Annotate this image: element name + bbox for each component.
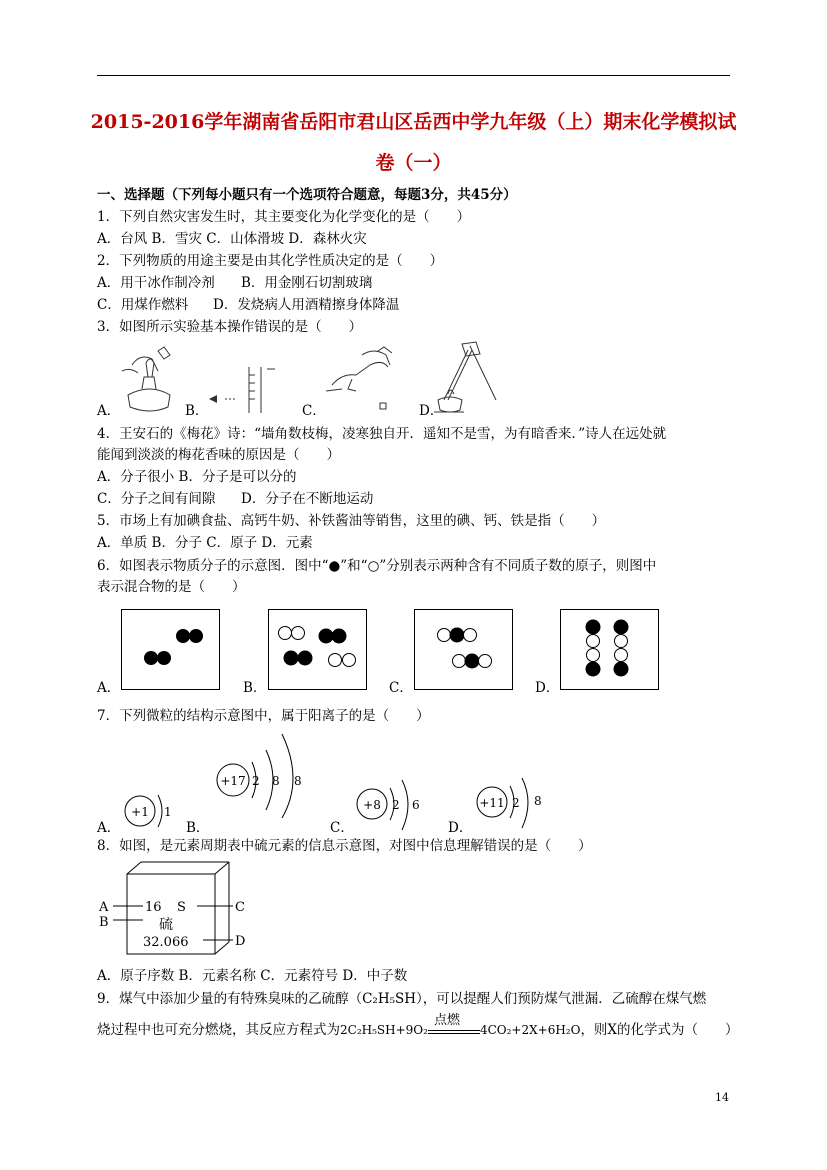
q3-stem: 3．如图所示实验基本操作错误的是（ ） — [97, 319, 363, 335]
q8-atomic-mass: 32.066 — [143, 935, 189, 950]
q9-stem-suffix: ，则X的化学式为（ ） — [580, 1022, 739, 1038]
q3-figure-b-measuring-icon — [205, 365, 280, 415]
q3-figure-c-dropper-icon — [322, 345, 402, 415]
q6-label-a: A． — [97, 680, 121, 696]
q7-atom-b-shell2: 8 — [272, 774, 280, 788]
q7-atom-b-nucleus: +17 — [220, 774, 246, 788]
q9-equation-left: 2C₂H₅SH+9O₂ — [340, 1023, 428, 1037]
q9-stem-line2 — [97, 1012, 739, 1039]
q7-atom-a — [120, 785, 180, 845]
q6-stem-line1: 6．如图表示物质分子的示意图．图中“●”和“○”分别表示两种含有不同质子数的原子，则图中 — [97, 558, 657, 574]
q8-pointer-a: A — [99, 900, 109, 915]
q5-options: A．单质 B．分子 C．原子 D．元素 — [97, 535, 313, 551]
q9-stem-prefix: 烧过程中也可充分燃烧，其反应方程式为 — [97, 1022, 340, 1038]
q6-stem-line2: 表示混合物的是（ ） — [97, 579, 246, 595]
q6-box-d — [560, 609, 659, 690]
q3-label-a: A． — [97, 403, 121, 419]
q6-box-a — [121, 609, 220, 690]
q7-label-b: B． — [186, 820, 210, 836]
q5-stem: 5．市场上有加碘食盐、高钙牛奶、补铁酱油等销售，这里的碘、钙、铁是指（ ） — [97, 513, 606, 529]
page-number: 14 — [715, 1091, 729, 1104]
q9-reaction-condition: 点燃 — [433, 1012, 460, 1028]
q6-molecules-a — [122, 610, 219, 689]
q2-option-b: B．用金刚石切割玻璃 — [241, 275, 373, 291]
q7-atom-d — [472, 778, 552, 838]
q8-stem: 8．如图，是元素周期表中硫元素的信息示意图，对图中信息理解错误的是（ ） — [97, 838, 592, 854]
q8-pointer-c: C — [235, 900, 245, 915]
q6-label-d: D． — [535, 680, 560, 696]
q8-element-cell — [97, 860, 257, 960]
q2-option-a: A．用干冰作制冷剂 — [97, 275, 215, 291]
q6-molecules-c — [415, 610, 512, 689]
q8-atomic-number: 16 — [145, 900, 162, 915]
header-rule — [97, 75, 730, 76]
q6-molecules-b — [269, 610, 366, 689]
section-heading: 一、选择题（下列每小题只有一个选项符合题意，每题3分，共45分） — [97, 187, 517, 203]
q4-stem-line2: 能闻到淡淡的梅花香味的原因是（ ） — [97, 447, 340, 463]
q2-option-c: C．用煤作燃料 — [97, 297, 189, 313]
q6-molecules-d — [561, 610, 658, 689]
q7-atom-d-shell1: 2 — [512, 796, 520, 810]
q8-element-name: 硫 — [159, 917, 173, 933]
q9-reaction-arrow — [428, 1012, 480, 1038]
q6-box-c — [414, 609, 513, 690]
q7-atom-b-shell1: 2 — [252, 774, 260, 788]
q9-stem-line1: 9．煤气中添加少量的有特殊臭味的乙硫醇（C₂H₅SH），可以提醒人们预防煤气泄漏．乙硫醇在煤气燃 — [97, 991, 707, 1007]
q4-stem-line1: 4．王安石的《梅花》诗：“墙角数枝梅，凌寒独自开．遥知不是雪，为有暗香来．”诗人在远处就 — [97, 426, 667, 442]
page-title-line2: 卷（一） — [375, 152, 452, 174]
q8-pointer-b: B — [99, 915, 109, 930]
q3-label-d: D． — [419, 403, 444, 419]
q7-atom-b-shell3: 8 — [294, 774, 302, 788]
q7-label-a: A． — [97, 820, 121, 836]
q2-stem: 2．下列物质的用途主要是由其化学性质决定的是（ ） — [97, 253, 444, 269]
q9-equation-right: 4CO₂+2X+6H₂O — [479, 1023, 581, 1037]
q3-label-b: B． — [185, 403, 209, 419]
q1-stem: 1．下列自然灾害发生时，其主要变化为化学变化的是（ ） — [97, 209, 471, 225]
q7-atom-b — [212, 728, 312, 818]
q4-option-d: D．分子在不断地运动 — [241, 491, 374, 507]
q6-label-c: C． — [389, 680, 413, 696]
q4-option-c: C．分子之间有间隙 — [97, 491, 216, 507]
q7-atom-d-shell2: 8 — [534, 794, 542, 808]
q8-element-symbol: S — [177, 900, 186, 915]
q6-label-b: B． — [243, 680, 267, 696]
q2-option-d: D．发烧病人用酒精擦身体降温 — [213, 297, 400, 313]
page-title-line1: 2015-2016学年湖南省岳阳市君山区岳西中学九年级（上）期末化学模拟试 — [90, 111, 737, 133]
q7-label-d: D． — [448, 820, 473, 836]
q4-options-ab: A．分子很小 B．分子是可以分的 — [97, 469, 297, 485]
q7-atom-c — [352, 780, 432, 840]
q7-atom-a-shell1: 1 — [164, 805, 172, 819]
q7-atom-c-shell1: 2 — [392, 798, 400, 812]
q8-pointer-d: D — [235, 934, 246, 949]
q7-atom-c-nucleus: +8 — [363, 798, 381, 812]
q7-label-c: C． — [330, 820, 354, 836]
q7-atom-a-nucleus: +1 — [131, 805, 149, 819]
q8-options: A．原子序数 B．元素名称 C．元素符号 D．中子数 — [97, 968, 408, 984]
q3-label-c: C． — [302, 403, 326, 419]
q3-figure-d-heating-icon — [432, 340, 507, 415]
q1-options: A．台风 B．雪灾 C．山体滑坡 D．森林火灾 — [97, 231, 367, 247]
q3-figure-a-alcohol-lamp-icon — [118, 345, 183, 415]
q7-stem: 7．下列微粒的结构示意图中，属于阳离子的是（ ） — [97, 708, 430, 724]
q7-atom-d-nucleus: +11 — [479, 796, 505, 810]
q7-atom-c-shell2: 6 — [412, 798, 420, 812]
q6-box-b — [268, 609, 367, 690]
